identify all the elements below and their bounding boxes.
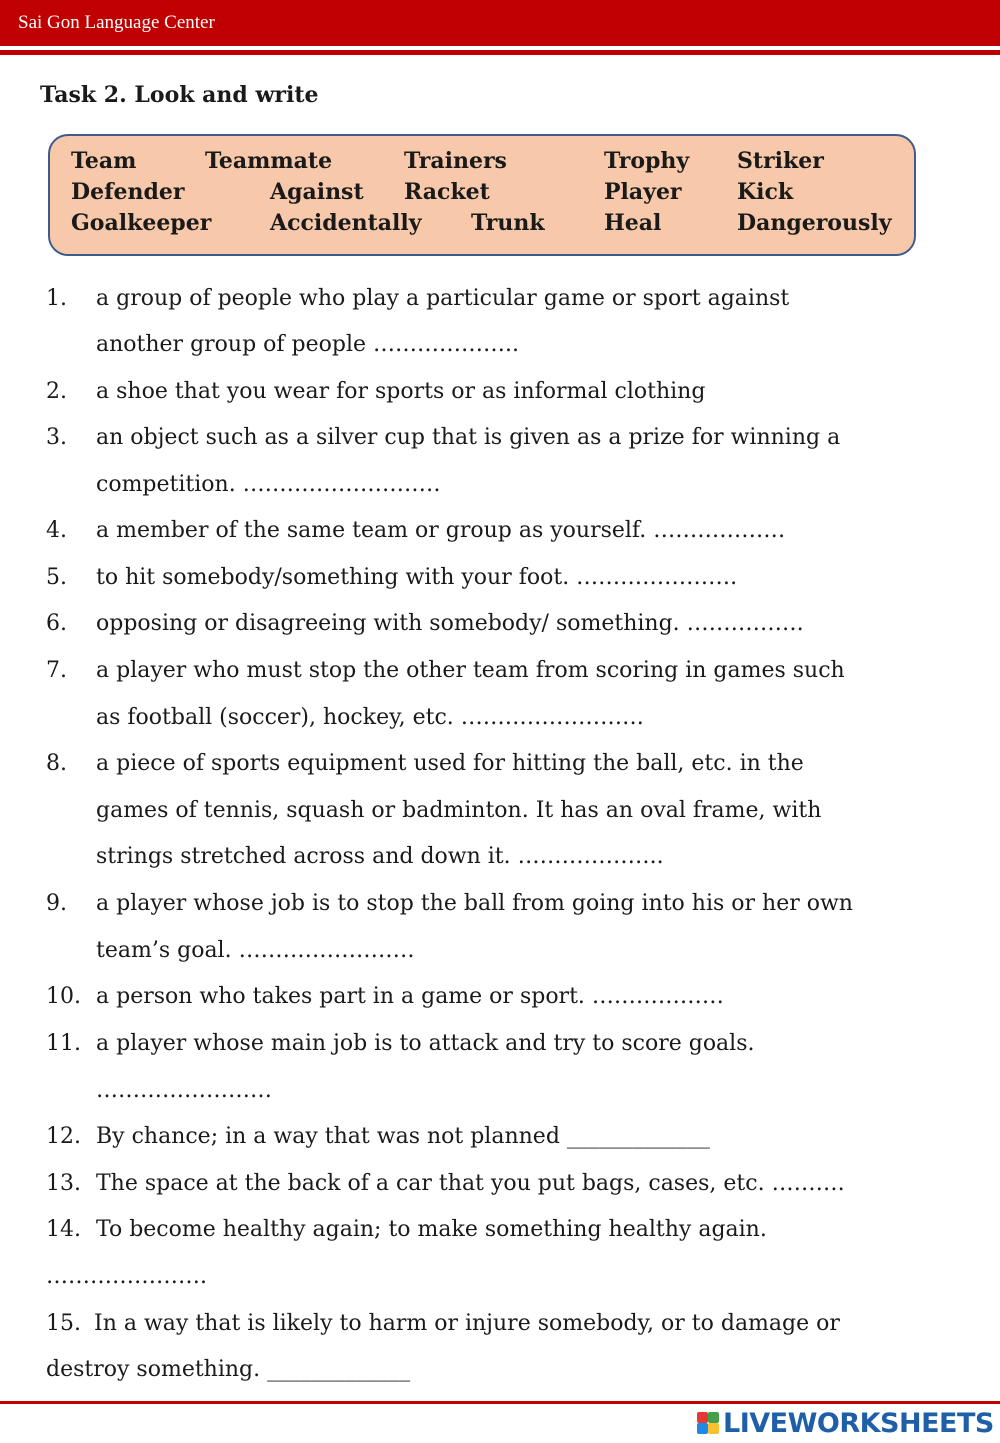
question-text: In a way that is likely to harm or injure somebody, or to damage or [94,1311,840,1336]
question-number: 10. [46,984,81,1009]
word-bank-item: Player [604,179,682,205]
word-bank [48,134,916,256]
liveworksheets-logo [697,1407,994,1439]
question-answer-line[interactable]: competition. ……………………… [96,472,441,497]
logo-square [708,1412,719,1423]
word-bank-item: Trainers [404,148,507,174]
question-text: a player whose job is to stop the ball from going into his or her own [96,891,853,916]
question-text: games of tennis, squash or badminton. It has an oval frame, with [96,798,822,823]
question-text[interactable]: a member of the same team or group as yourself. ……………… [96,518,786,543]
question-number: 15. [46,1311,81,1336]
question-number: 1. [46,286,67,311]
question-number: 2. [46,379,67,404]
word-bank-item: Defender [71,179,185,205]
question-number: 3. [46,425,67,450]
word-bank-item: Goalkeeper [71,210,212,236]
question-number: 13. [46,1171,81,1196]
question-text: an object such as a silver cup that is given as a prize for winning a [96,425,841,450]
question-number: 4. [46,518,67,543]
question-number: 11. [46,1031,81,1056]
question-answer-line[interactable]: team’s goal. …………………… [96,938,415,963]
question-text: To become healthy again; to make something healthy again. [96,1217,767,1242]
word-bank-item: Heal [604,210,662,236]
question-text[interactable]: to hit somebody/something with your foot. …………………. [96,565,738,590]
logo-square [708,1423,719,1434]
liveworksheets-logo-icon [697,1412,719,1434]
question-text: a player who must stop the other team from scoring in games such [96,658,845,683]
question-text[interactable]: By chance; in a way that was not planned _____________ [96,1124,710,1149]
question-text: a shoe that you wear for sports or as informal clothing [96,379,706,404]
question-answer-line[interactable]: …………………… [96,1078,272,1103]
header-divider [0,50,1000,55]
question-number: 14. [46,1217,81,1242]
question-text: a player whose main job is to attack and try to score goals. [96,1031,755,1056]
word-bank-item: Against [270,179,364,205]
word-bank-item: Teammate [205,148,333,174]
footer-divider [0,1401,1000,1404]
word-bank-item: Striker [737,148,824,174]
question-text[interactable]: a person who takes part in a game or sport. ……………… [96,984,724,1009]
question-number: 5. [46,565,67,590]
question-number: 6. [46,611,67,636]
logo-square [697,1412,708,1423]
question-text: a group of people who play a particular game or sport against [96,286,790,311]
question-number: 7. [46,658,67,683]
question-text: a piece of sports equipment used for hitting the ball, etc. in the [96,751,804,776]
word-bank-item: Kick [737,179,794,205]
question-answer-line[interactable]: as football (soccer), hockey, etc. ……………………. [96,705,644,730]
question-number: 9. [46,891,67,916]
question-number: 12. [46,1124,81,1149]
word-bank-item: Team [71,148,137,174]
word-bank-item: Racket [404,179,490,205]
question-answer-line[interactable]: …………………. [46,1264,207,1289]
header-bar [0,0,1000,46]
question-number: 8. [46,751,67,776]
question-answer-line[interactable]: strings stretched across and down it. ……………….. [96,844,664,869]
logo-square [697,1423,708,1434]
question-text[interactable]: opposing or disagreeing with somebody/ something. ……………. [96,611,804,636]
word-bank-item: Trunk [471,210,545,236]
word-bank-item: Accidentally [270,210,422,236]
word-bank-item: Dangerously [737,210,892,236]
logo-text: LIVEWORKSHEETS [723,1407,994,1439]
question-answer-line[interactable]: destroy something. _____________ [46,1357,411,1382]
word-bank-item: Trophy [604,148,690,174]
center-name: Sai Gon Language Center [18,12,215,33]
task-title: Task 2. Look and write [40,82,319,108]
question-text[interactable]: The space at the back of a car that you put bags, cases, etc. ………. [96,1171,845,1196]
question-answer-line[interactable]: another group of people ……………….. [96,332,520,357]
